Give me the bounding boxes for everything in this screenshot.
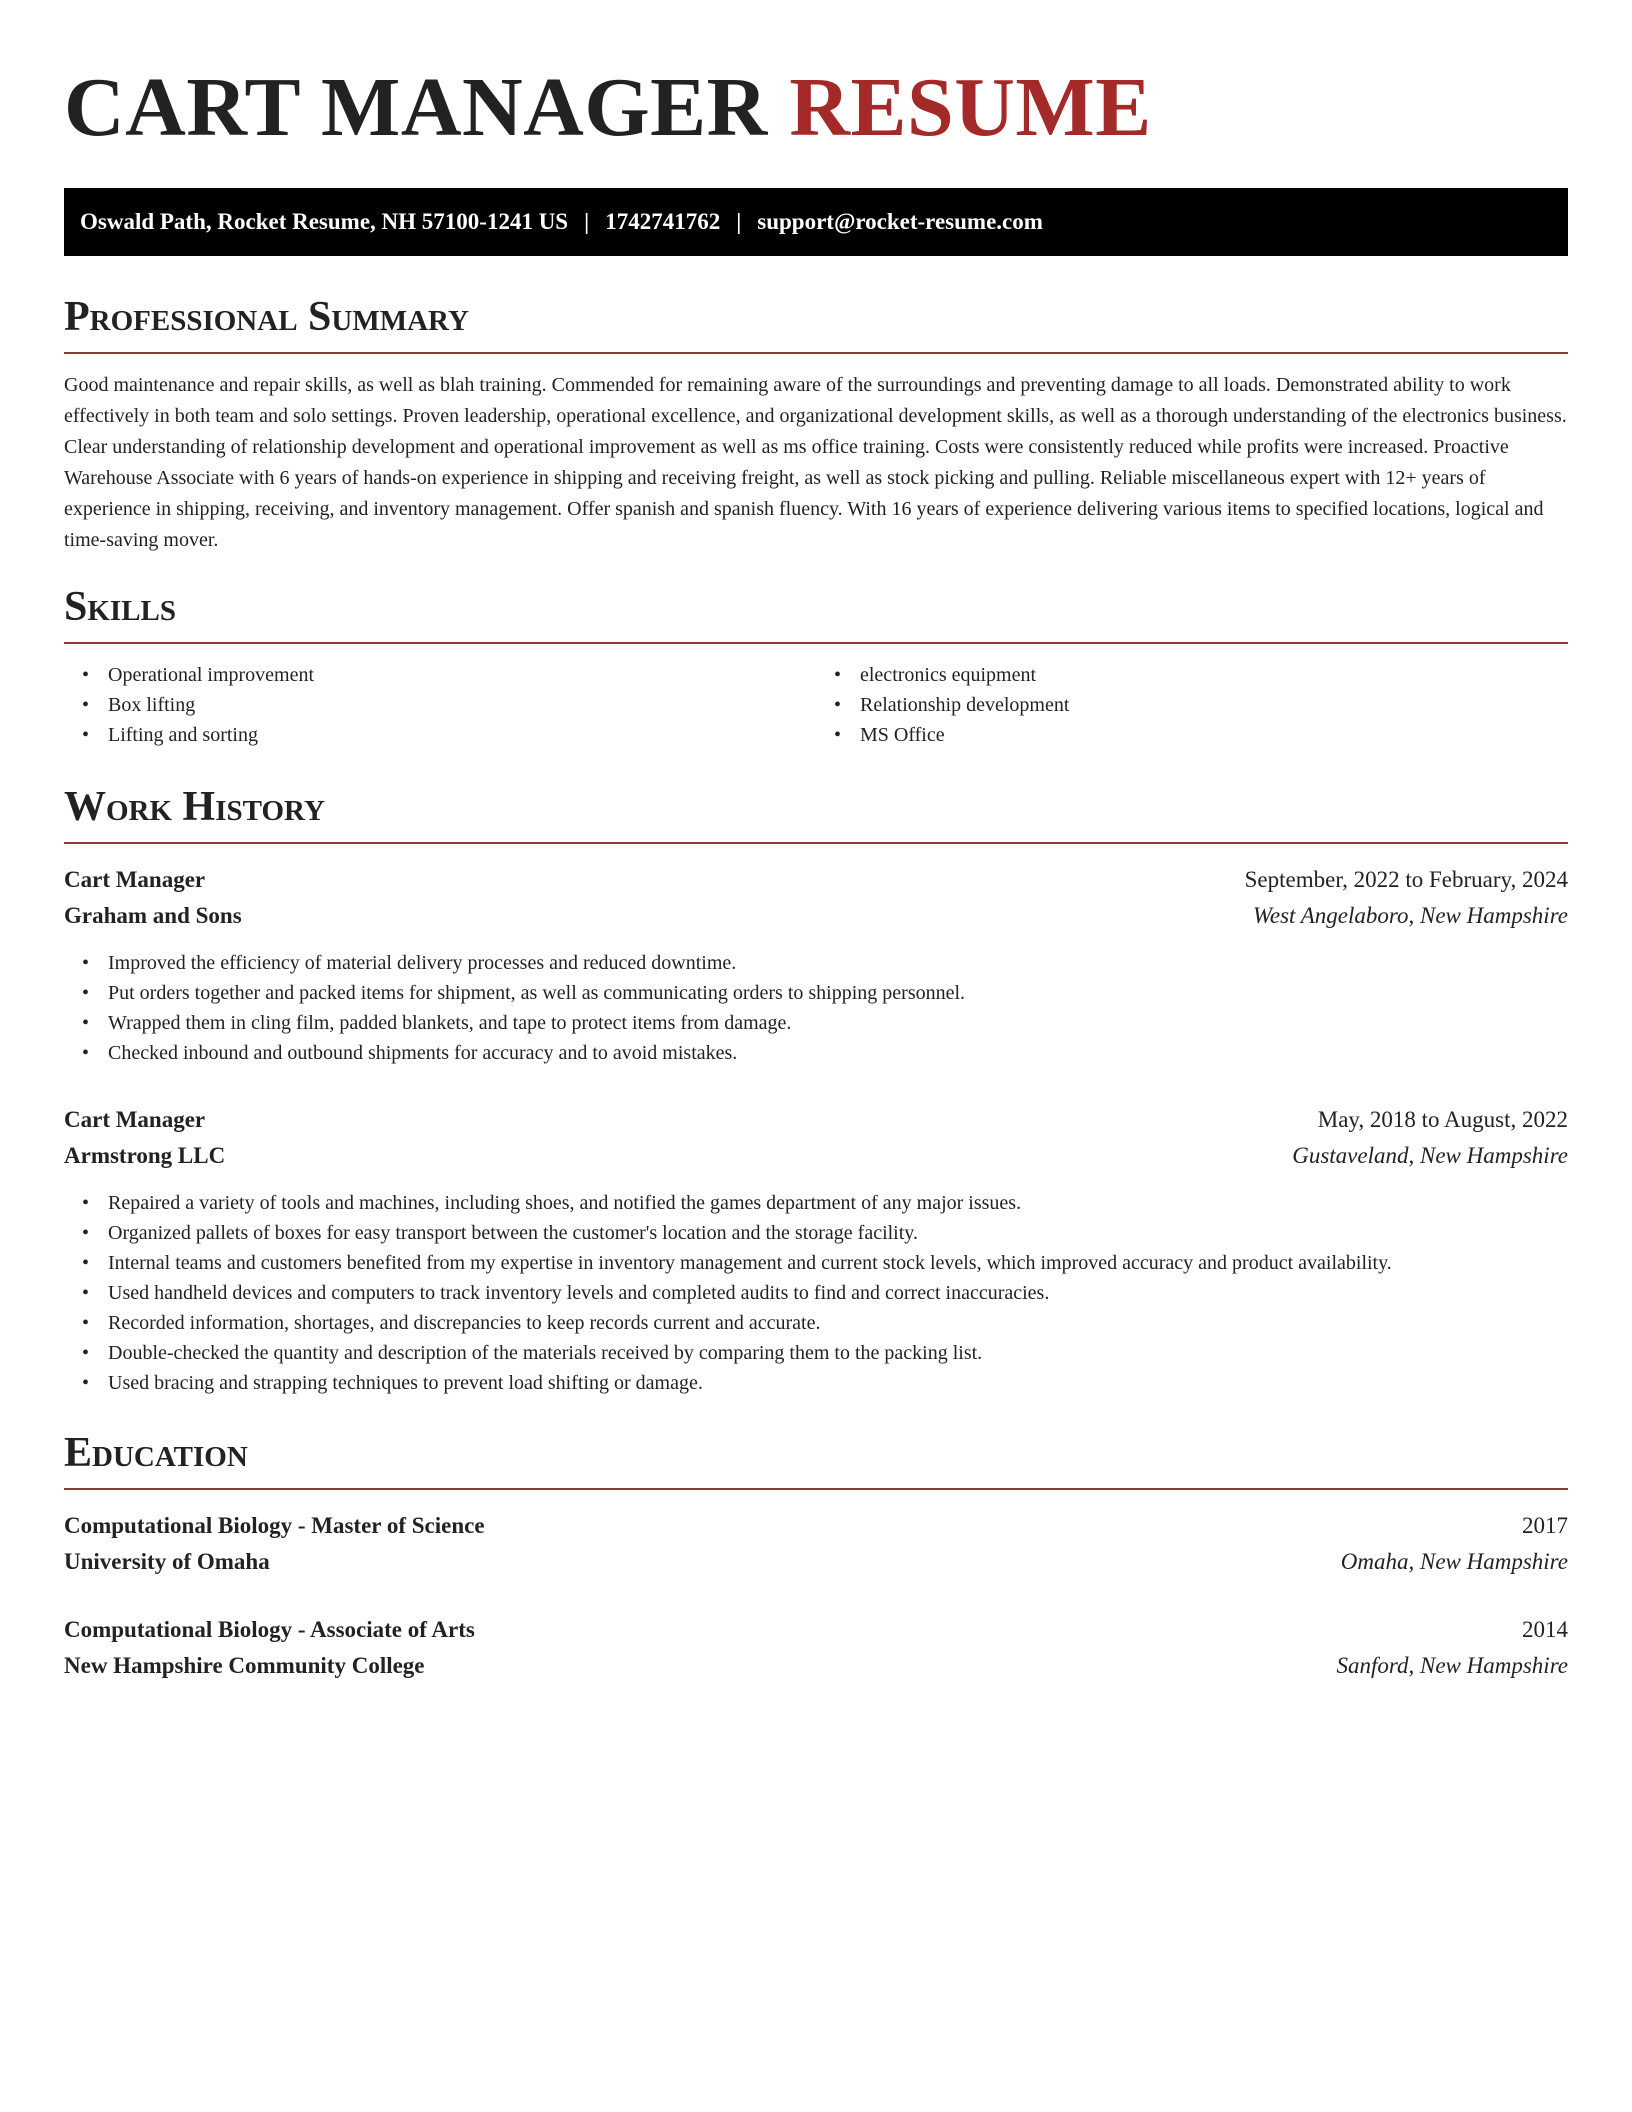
job-bullet: • Organized pallets of boxes for easy transport between the customer's location and the storage facility. [108,1218,1568,1248]
education-entry [64,1508,1568,1580]
contact-bar [64,188,1568,256]
contact-separator: | [736,209,742,234]
skill-item: • Lifting and sorting [108,720,816,750]
job-location: West Angelaboro, New Hampshire [1252,903,1568,928]
job-bullet: • Recorded information, shortages, and discrepancies to keep records current and accurate. [108,1308,1568,1338]
skill-item: • Operational improvement [108,660,816,690]
job-bullet: • Used bracing and strapping techniques to prevent load shifting or damage. [108,1368,1568,1398]
education-degree-row [64,1612,1568,1648]
job-company-row [64,1138,1568,1174]
education-school: New Hampshire Community College [64,1653,425,1678]
resume-title-accent: RESUME [789,61,1152,154]
education-year: 2017 [1522,1513,1568,1538]
work-section [64,786,1568,1398]
job-bullet: • Improved the efficiency of material delivery processes and reduced downtime. [108,948,1568,978]
job-entry [64,1102,1568,1398]
education-heading: Education [64,1432,1568,1490]
contact-phone: 1742741762 [605,209,721,234]
job-bullets [64,948,1568,1068]
job-bullet: • Checked inbound and outbound shipments for accuracy and to avoid mistakes. [108,1038,1568,1068]
resume-title-main: CART MANAGER [64,61,768,154]
contact-email: support@rocket-resume.com [757,209,1043,234]
skills-section [64,586,1568,750]
education-location: Omaha, New Hampshire [1340,1549,1568,1574]
job-bullet: • Wrapped them in cling film, padded blankets, and tape to protect items from damage. [108,1008,1568,1038]
job-company-row [64,898,1568,934]
job-header-row [64,862,1568,898]
job-header-row [64,1102,1568,1138]
summary-section [64,296,1568,556]
job-bullet: • Put orders together and packed items for shipment, as well as communicating orders to shipping personnel. [108,978,1568,1008]
job-bullets [64,1188,1568,1398]
skills-list-left [64,660,816,750]
skill-item: • electronics equipment [860,660,1568,690]
contact-address: Oswald Path, Rocket Resume, NH 57100-1241 US [80,209,569,234]
job-dates: May, 2018 to August, 2022 [1317,1107,1568,1132]
skill-item: • MS Office [860,720,1568,750]
education-section [64,1432,1568,1684]
job-bullet: • Internal teams and customers benefited from my expertise in inventory management and current stock levels, which improved accuracy and product availability. [108,1248,1568,1278]
job-company: Graham and Sons [64,903,242,928]
skills-columns [64,660,1568,750]
skills-list-right [816,660,1568,750]
education-school: University of Omaha [64,1549,270,1574]
job-bullet: • Repaired a variety of tools and machines, including shoes, and notified the games department of any major issues. [108,1188,1568,1218]
job-bullet: • Double-checked the quantity and description of the materials received by comparing them to the packing list. [108,1338,1568,1368]
education-year: 2014 [1522,1617,1568,1642]
education-school-row [64,1544,1568,1580]
job-title: Cart Manager [64,867,206,892]
job-entry [64,862,1568,1068]
summary-text: Good maintenance and repair skills, as well as blah training. Commended for remaining aware of the surroundings and preventing damage to all loads. Demonstrated ability to work effectively in both team and solo settings. Proven leadership, operational excellence, and organizational development skills, as well as a thorough understanding of the electronics business. Clear understanding of relationship development and operational improvement as well as ms office training. Costs were consistently reduced while profits were increased. Proactive Warehouse Associate with 6 years of hands-on experience in shipping and receiving freight, as well as stock picking and pulling. Reliable miscellaneous expert with 12+ years of experience in shipping, receiving, and inventory management. Offer spanish and spanish fluency. With 16 years of experience delivering various items to specified locations, logical and time-saving mover. [64,374,1567,551]
education-school-row [64,1648,1568,1684]
education-entry [64,1612,1568,1684]
contact-separator: | [584,209,590,234]
education-degree-row [64,1508,1568,1544]
job-bullet: • Used handheld devices and computers to track inventory levels and completed audits to find and correct inaccuracies. [108,1278,1568,1308]
skill-item: • Relationship development [860,690,1568,720]
job-title: Cart Manager [64,1107,206,1132]
education-location: Sanford, New Hampshire [1336,1653,1568,1678]
skills-heading: Skills [64,586,1568,644]
education-degree: Computational Biology - Associate of Arts [64,1617,475,1642]
job-dates: September, 2022 to February, 2024 [1244,867,1568,892]
job-company: Armstrong LLC [64,1143,226,1168]
work-heading: Work History [64,786,1568,844]
skill-item: • Box lifting [108,690,816,720]
resume-title [64,48,1568,154]
education-degree: Computational Biology - Master of Science [64,1513,485,1538]
summary-heading: Professional Summary [64,296,1568,354]
job-location: Gustaveland, New Hampshire [1292,1143,1568,1168]
